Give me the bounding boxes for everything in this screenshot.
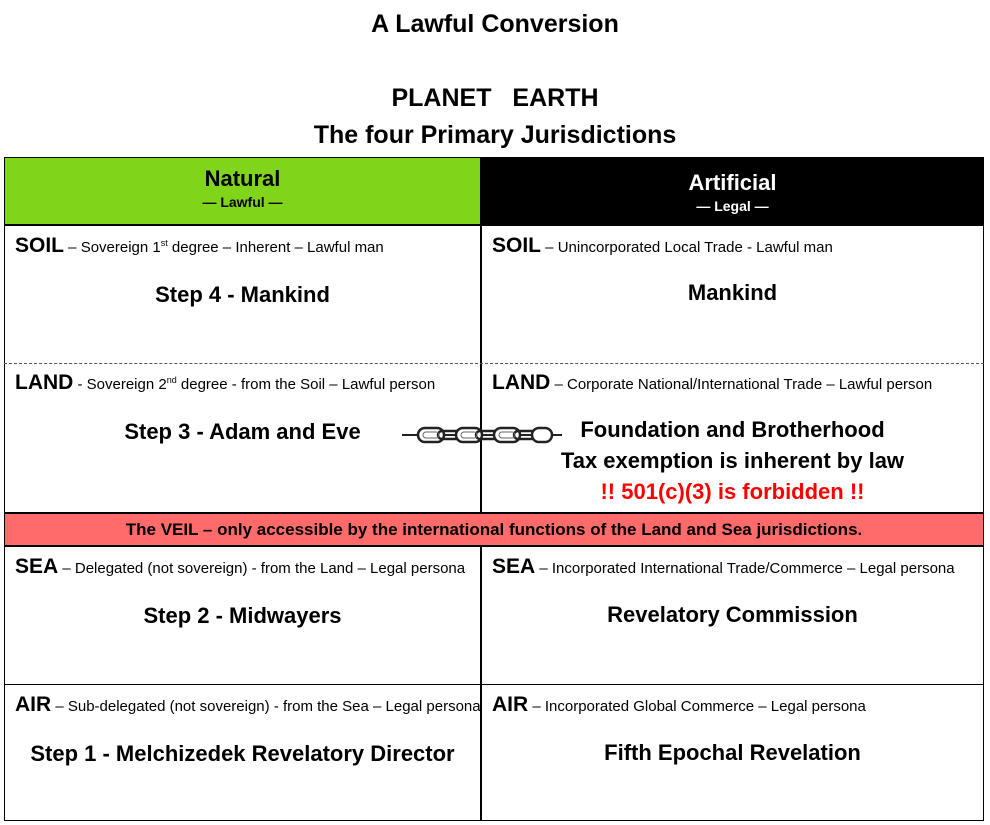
sea-key: SEA <box>15 555 59 578</box>
soil-natural-cell <box>4 225 481 363</box>
air-artificial-cell <box>481 685 984 821</box>
natural-header-subtitle: — Lawful — <box>202 194 283 210</box>
jurisdiction-table <box>4 157 984 821</box>
air-key: AIR <box>492 693 529 716</box>
land-tax-line: Tax exemption is inherent by law <box>560 448 905 473</box>
soil-artificial-cell <box>481 225 984 363</box>
air-artificial-label: AIR – Incorporated Global Commerce – Legal persona <box>492 693 866 716</box>
land-key: LAND <box>15 371 74 394</box>
artificial-header-title: Artificial <box>688 170 777 195</box>
artificial-header-subtitle: — Legal — <box>696 198 769 214</box>
air-key: AIR <box>15 693 52 716</box>
sea-artificial-label: SEA – Incorporated International Trade/Commerce – Legal persona <box>492 555 955 578</box>
artificial-header <box>481 157 984 225</box>
air-natural-step: Step 1 - Melchizedek Revelatory Director <box>30 741 455 766</box>
soil-natural-label: SOIL – Sovereign 1st degree – Inherent – Lawful man <box>15 234 384 257</box>
sea-natural-step: Step 2 - Midwayers <box>143 603 342 628</box>
soil-natural-step: Step 4 - Mankind <box>155 282 330 307</box>
land-artificial-label: LAND – Corporate National/International Trade – Lawful person <box>492 371 933 394</box>
soil-key: SOIL <box>15 234 65 257</box>
soil-artificial-step: Mankind <box>687 280 778 305</box>
land-natural-label: LAND - Sovereign 2nd degree - from the Soil – Lawful person <box>15 371 436 394</box>
air-artificial-step: Fifth Epochal Revelation <box>604 740 861 765</box>
land-key: LAND <box>492 371 551 394</box>
sea-artificial-cell <box>481 546 984 685</box>
document-title: A Lawful Conversion <box>371 10 619 38</box>
sea-natural-label: SEA – Delegated (not sovereign) - from the Land – Legal persona <box>15 555 466 578</box>
air-natural-cell <box>4 685 481 821</box>
air-natural-label: AIR – Sub-delegated (not sovereign) - from the Sea – Legal persona <box>15 693 481 716</box>
natural-header <box>4 157 481 225</box>
chain-icon <box>402 422 562 448</box>
soil-key: SOIL <box>492 234 542 257</box>
sea-key: SEA <box>492 555 536 578</box>
natural-header-title: Natural <box>204 166 281 191</box>
planet-heading: PLANET EARTH <box>391 84 599 112</box>
land-foundation-line: Foundation and Brotherhood <box>580 417 885 442</box>
sea-artificial-step: Revelatory Commission <box>607 602 858 627</box>
jurisdictions-heading: The four Primary Jurisdictions <box>313 121 677 149</box>
land-forbidden-line: !! 501(c)(3) is forbidden !! <box>600 479 865 504</box>
land-natural-step: Step 3 - Adam and Eve <box>124 419 361 444</box>
soil-artificial-label: SOIL – Unincorporated Local Trade - Lawful man <box>492 234 833 257</box>
soil-land-divider <box>4 363 984 364</box>
veil-banner: The VEIL – only accessible by the international functions of the Land and Sea jurisdictions. <box>4 513 984 546</box>
sea-natural-cell <box>4 546 481 685</box>
